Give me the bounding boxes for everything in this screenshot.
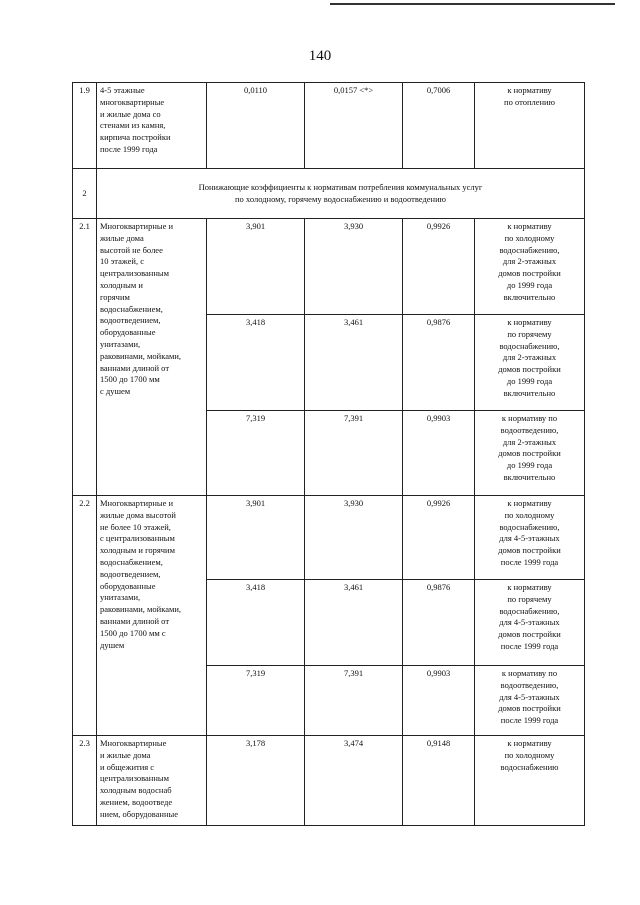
value-3: 0,9148 xyxy=(403,736,475,826)
value-3: 0,9903 xyxy=(403,411,475,496)
value-3: 0,9876 xyxy=(403,315,475,411)
coefficients-table xyxy=(72,82,585,826)
row-number: 2.1 xyxy=(73,219,97,496)
row-note: к нормативу по водоотведению, для 2-этажных домов постройки до 1999 года включительно xyxy=(475,411,585,496)
row-note: к нормативу по холодному водоснабжению, для 2-этажных домов постройки до 1999 года включительно xyxy=(475,219,585,315)
row-note: к нормативу по холодному водоснабжению xyxy=(475,736,585,826)
value-2: 3,461 xyxy=(305,315,403,411)
section-title: Понижающие коэффициенты к нормативам потребления коммунальных услуг по холодному, горячему водоснабжению и водоотведению xyxy=(97,169,585,219)
value-2: 7,391 xyxy=(305,411,403,496)
value-1: 7,319 xyxy=(207,411,305,496)
row-note: к нормативу по горячему водоснабжению, для 2-этажных домов постройки до 1999 года включительно xyxy=(475,315,585,411)
row-note: к нормативу по горячему водоснабжению, для 4-5-этажных домов постройки после 1999 года xyxy=(475,580,585,666)
value-2: 3,930 xyxy=(305,496,403,580)
row-note: к нормативу по отоплению xyxy=(475,83,585,169)
row-note: к нормативу по холодному водоснабжению, для 4-5-этажных домов постройки после 1999 года xyxy=(475,496,585,580)
value-2: 0,0157 <*> xyxy=(305,83,403,169)
row-description: 4-5 этажные многоквартирные и жилые дома со стенами из камня, кирпича постройки после 1999 года xyxy=(97,83,207,169)
row-description: Многоквартирные и жилые дома высотой не более 10 этажей, с централизованным холодным и горячим водоснабжением, водоотведением, оборудованные унитазами, раковинами, мойками, ваннами длиной от 1500 до 1700 мм с душем xyxy=(97,496,207,736)
row-number: 1.9 xyxy=(73,83,97,169)
value-2: 3,461 xyxy=(305,580,403,666)
table-row xyxy=(73,736,585,826)
value-1: 3,901 xyxy=(207,496,305,580)
value-3: 0,9903 xyxy=(403,666,475,736)
table-row xyxy=(73,496,585,580)
value-3: 0,9926 xyxy=(403,496,475,580)
section-header-row xyxy=(73,169,585,219)
value-1: 3,418 xyxy=(207,315,305,411)
row-number: 2.2 xyxy=(73,496,97,736)
value-2: 3,474 xyxy=(305,736,403,826)
section-number: 2 xyxy=(73,169,97,219)
row-note: к нормативу по водоотведению, для 4-5-этажных домов постройки после 1999 года xyxy=(475,666,585,736)
table-row xyxy=(73,219,585,315)
value-1: 7,319 xyxy=(207,666,305,736)
value-3: 0,7006 xyxy=(403,83,475,169)
row-description: Многоквартирные и жилые дома высотой не более 10 этажей, с централизованным холодным и горячим водоснабжением, водоотведением, оборудованные унитазами, раковинами, мойками, ваннами длиной от 1500 до 1700 мм с душем xyxy=(97,219,207,496)
page-number: 140 xyxy=(308,48,332,64)
value-1: 3,178 xyxy=(207,736,305,826)
value-2: 3,930 xyxy=(305,219,403,315)
top-border-line xyxy=(330,3,615,5)
value-3: 0,9876 xyxy=(403,580,475,666)
value-1: 3,418 xyxy=(207,580,305,666)
value-2: 7,391 xyxy=(305,666,403,736)
row-description: Многоквартирные и жилые дома и общежития с централизованным холодным водоснаб жением, водоотведе нием, оборудованные xyxy=(97,736,207,826)
row-number: 2.3 xyxy=(73,736,97,826)
value-1: 0,0110 xyxy=(207,83,305,169)
value-3: 0,9926 xyxy=(403,219,475,315)
table-row xyxy=(73,83,585,169)
value-1: 3,901 xyxy=(207,219,305,315)
